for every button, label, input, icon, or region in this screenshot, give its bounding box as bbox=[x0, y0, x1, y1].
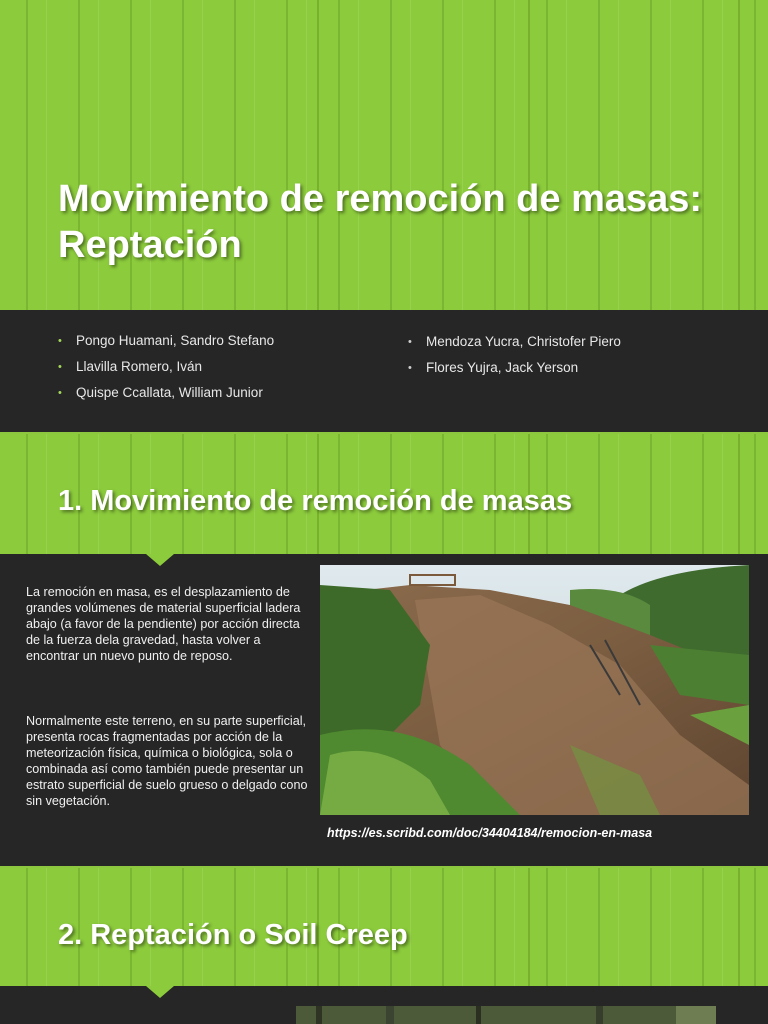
slide2-paragraph-2: Normalmente este terreno, en su parte superficial, presenta rocas fragmentadas por acción de la meteorización física, química o biológica, sola o combinada así como también puede presentar un estrato superficial de suelo grueso o delgado cono sin vegetación. bbox=[26, 714, 308, 808]
slide1-authors-band bbox=[0, 310, 768, 432]
author-item: • Pongo Huamani, Sandro Stefano bbox=[58, 333, 275, 348]
author-item: • Mendoza Yucra, Christofer Piero bbox=[408, 334, 621, 349]
slide3-content bbox=[0, 986, 768, 1024]
authors-left-list bbox=[58, 328, 274, 406]
slide2-title-band bbox=[0, 434, 768, 554]
landslide-photo bbox=[320, 565, 749, 815]
title-notch bbox=[146, 986, 174, 998]
slide3-title-band bbox=[0, 868, 768, 986]
author-item: • Flores Yujra, Jack Yerson bbox=[408, 360, 579, 375]
slide2-content bbox=[0, 554, 768, 866]
title-notch bbox=[146, 554, 174, 566]
image-source-caption: https://es.scribd.com/doc/34404184/remocion-en-masa bbox=[327, 826, 653, 840]
author-item: • Llavilla Romero, Iván bbox=[58, 359, 203, 374]
slide2-title: 1. Movimiento de remoción de masas bbox=[58, 485, 573, 517]
authors-right-list bbox=[408, 329, 621, 381]
author-item: • Quispe Ccallata, William Junior bbox=[58, 385, 263, 400]
slide2-paragraph-1: La remoción en masa, es el desplazamiento de grandes volúmenes de material superficial ladera abajo (a favor de la pendiente) por acción directa de la fuerza dela gravedad, hasta volver a encontrar un nuevo punto de reposo. bbox=[26, 585, 301, 663]
forest-photo bbox=[296, 1006, 716, 1024]
slide3-title: 2. Reptación o Soil Creep bbox=[58, 919, 408, 951]
slide1-title-band bbox=[0, 0, 768, 310]
slide1-title: Movimiento de remoción de masas: Reptación bbox=[58, 178, 703, 266]
